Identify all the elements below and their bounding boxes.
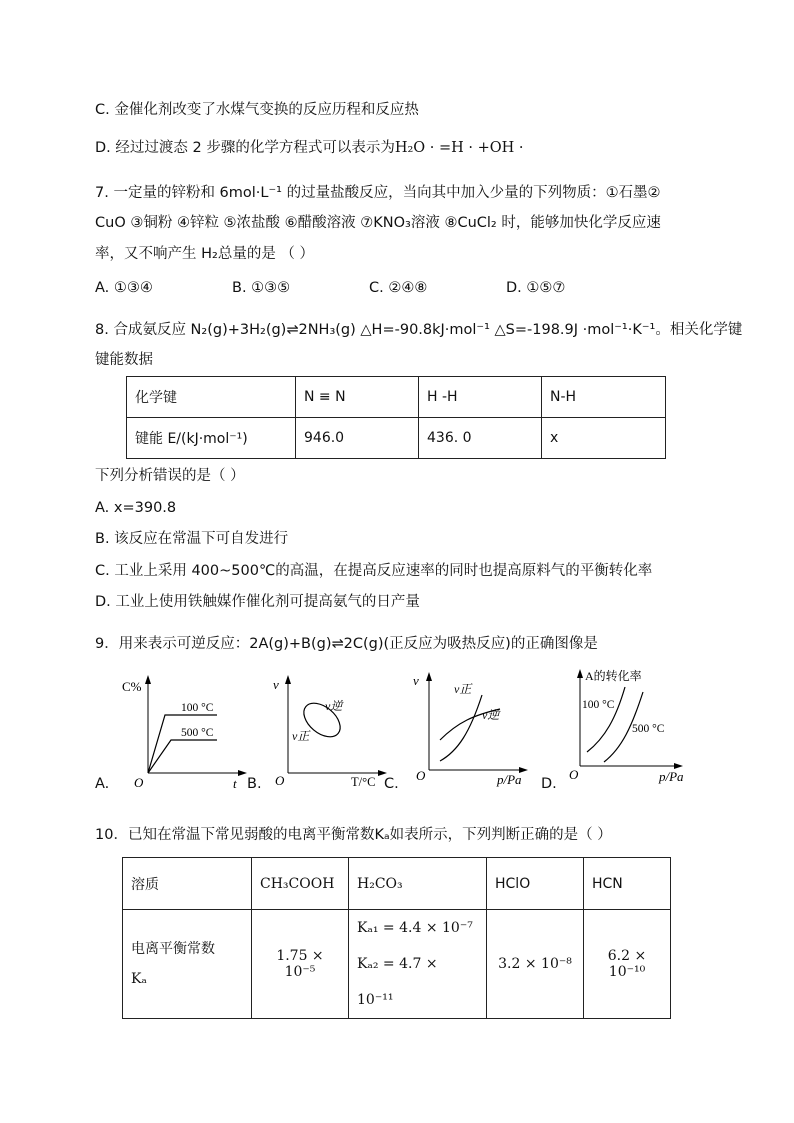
graph-c-xlabel: p/Pa: [497, 772, 522, 787]
graph-d-xlabel: p/Pa: [659, 769, 684, 784]
graph-b-xlabel: T/°C: [351, 775, 376, 789]
q7-option-d: D. ①⑤⑦: [506, 280, 566, 296]
graph-c-origin: O: [416, 768, 426, 783]
graph-a-ylabel: C%: [122, 679, 142, 694]
q7-stem-line1: 7. 一定量的锌粉和 6mol·L⁻¹ 的过量盐酸反应，当向其中加入少量的下列物质：①石墨②: [95, 185, 661, 201]
ka-cell-ch3cooh: 1.75 × 10⁻⁵: [252, 910, 349, 1019]
ka-table-header: H₂CO₃: [349, 858, 487, 910]
q7-stem-line2: CuO ③铜粉 ④锌粒 ⑤浓盐酸 ⑥醋酸溶液 ⑦KNO₃溶液 ⑧CuCl₂ 时，能够加快化学反应速: [95, 215, 661, 231]
ka-table: [122, 857, 671, 1019]
q9-option-d-label: D.: [541, 776, 557, 792]
graph-a-curve-500: [148, 740, 217, 773]
bond-table-header: 化学键: [127, 377, 296, 418]
graph-c-label-fwd: v正: [454, 682, 472, 696]
graph-a-y-arrow: [145, 675, 151, 684]
bond-energy-table: [126, 376, 666, 459]
q8-question: 下列分析错误的是（ ）: [95, 468, 245, 484]
graph-a-label-100: 100 °C: [181, 702, 214, 714]
q10-stem: 10．已知在常温下常见弱酸的电离平衡常数Kₐ如表所示，下列判断正确的是（ ）: [95, 827, 612, 843]
q8-stem-line2: 键能数据: [95, 352, 153, 368]
q8-option-d: D. 工业上使用铁触媒作催化剂可提高氨气的日产量: [95, 594, 420, 610]
graph-a-xlabel: t: [233, 776, 237, 791]
bond-table-cell: 946.0: [296, 418, 419, 459]
bond-table-header: N-H: [542, 377, 666, 418]
bond-table-cell: 436. 0: [419, 418, 542, 459]
ka-cell-h2co3-ka2: Kₐ₂ = 4.7 × 10⁻¹¹: [357, 956, 438, 1008]
ka-table-header: HClO: [487, 858, 584, 910]
graph-a: [115, 668, 250, 793]
ka-cell-h2co3-ka1: Kₐ₁ = 4.4 × 10⁻⁷: [357, 920, 473, 936]
graph-b-ylabel: v: [273, 677, 279, 692]
q8-option-c: C. 工业上采用 400~500℃的高温，在提高反应速率的同时也提高原料气的平衡转化率: [95, 563, 653, 579]
graph-b-label-rev: v逆: [325, 699, 343, 713]
graph-a-curve-100: [148, 715, 217, 773]
q6-option-d-text: D. 经过过渡态 2 步骤的化学方程式可以表示为: [95, 140, 395, 156]
ka-row-label-symbol: Kₐ: [131, 971, 147, 987]
graph-c-y-arrow: [426, 672, 432, 681]
graph-d-label-100: 100 °C: [582, 699, 615, 711]
bond-table-header: H -H: [419, 377, 542, 418]
graph-c-curve-fwd: [440, 695, 482, 761]
bond-table-cell: 键能 E/(kJ·mol⁻¹): [127, 418, 296, 459]
ka-cell-h2co3: [349, 910, 487, 1019]
q9-option-a-label: A.: [95, 776, 110, 792]
graph-a-label-500: 500 °C: [181, 727, 214, 739]
q8-stem-line1: 8. 合成氨反应 N₂(g)+3H₂(g)⇌2NH₃(g) △H=-90.8kJ·mol⁻¹ △S=-198.9J ·mol⁻¹·K⁻¹。相关化学键: [95, 322, 743, 338]
ka-row-label-text: 电离平衡常数: [131, 941, 215, 957]
graph-b: [265, 668, 390, 793]
q6-option-d: [95, 138, 524, 158]
graph-a-origin: O: [134, 775, 144, 790]
bond-table-header: N ≡ N: [296, 377, 419, 418]
graph-d: [560, 668, 690, 793]
graph-b-origin: O: [275, 773, 285, 788]
q9-option-c-label: C.: [384, 776, 399, 792]
ka-table-header: CH₃COOH: [252, 858, 349, 910]
q7-stem-line3: 率，又不响产生 H₂总量的是 （ ）: [95, 246, 315, 262]
ka-table-header: 溶质: [123, 858, 252, 910]
bond-table-cell: x: [542, 418, 666, 459]
q7-option-b: B. ①③⑤: [232, 280, 291, 296]
graph-a-x-arrow: [238, 770, 247, 776]
q8-option-a: A. x=390.8: [95, 500, 177, 516]
q9-stem: 9．用来表示可逆反应：2A(g)+B(g)⇌2C(g)(正反应为吸热反应)的正确图像是: [95, 636, 598, 652]
q6-option-d-equation: H₂O · =H · +OH ·: [394, 140, 524, 156]
ka-cell-hclo: 3.2 × 10⁻⁸: [487, 910, 584, 1019]
graph-c-label-rev: v逆: [482, 708, 500, 722]
ka-cell-hcn: 6.2 × 10⁻¹⁰: [584, 910, 671, 1019]
graph-b-label-fwd: v正: [292, 729, 310, 743]
graph-b-y-arrow: [285, 675, 291, 684]
q7-option-c: C. ②④⑧: [369, 280, 428, 296]
graph-c-ylabel: v: [413, 673, 419, 688]
q7-options: [95, 278, 565, 298]
q6-option-c: C. 金催化剂改变了水煤气变换的反应历程和反应热: [95, 102, 419, 118]
ka-table-header: HCN: [584, 858, 671, 910]
graph-d-label-500: 500 °C: [632, 723, 665, 735]
graph-c: [402, 668, 532, 793]
q8-option-b: B. 该反应在常温下可自发进行: [95, 531, 289, 547]
ka-row-label: [123, 910, 252, 1019]
graph-d-origin: O: [569, 767, 579, 782]
q7-option-a: A. ①③④: [95, 280, 153, 296]
q9-option-b-label: B.: [247, 776, 262, 792]
graph-d-ylabel: A的转化率: [585, 669, 642, 683]
graph-d-curve-100: [587, 687, 625, 752]
graph-d-y-arrow: [577, 669, 583, 678]
